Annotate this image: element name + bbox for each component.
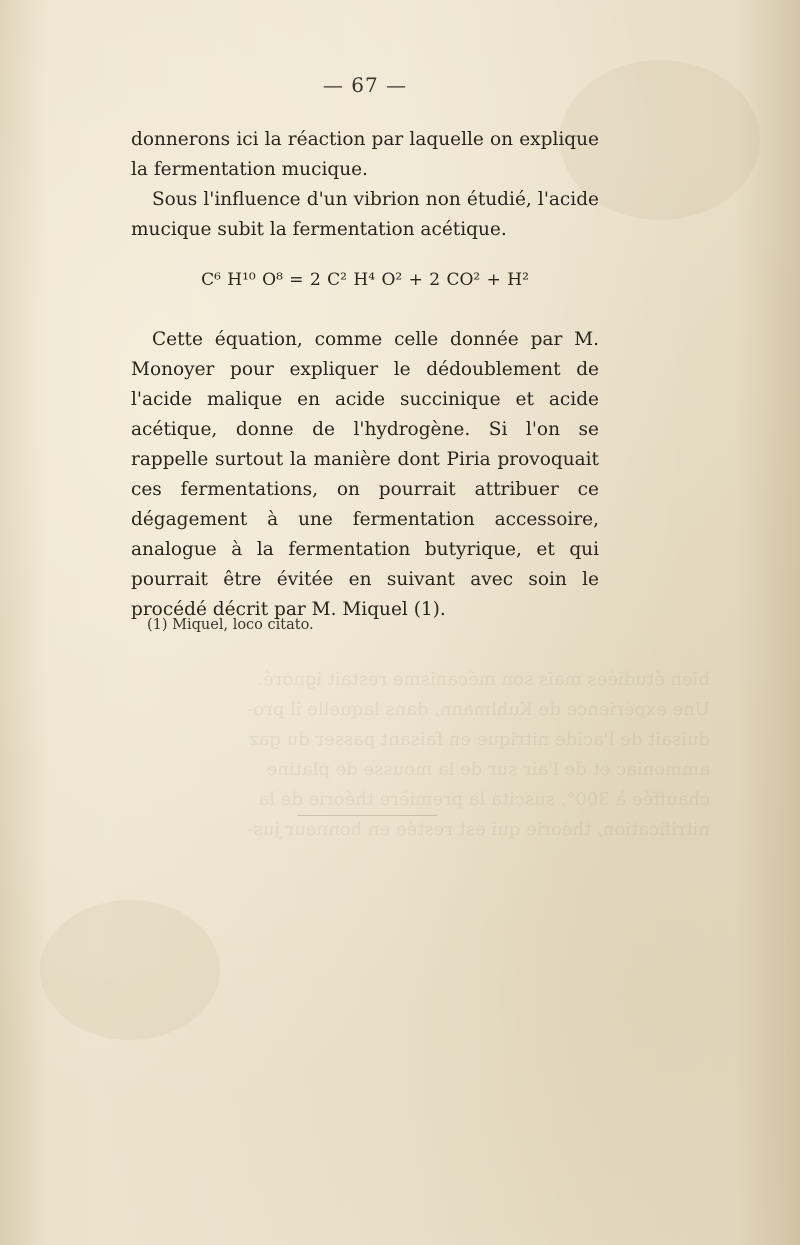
paper-stain xyxy=(40,900,220,1040)
footnote: (1) Miquel, loco citato. xyxy=(147,617,314,633)
paragraph: Sous l'influence d'un vibrion non étudié, l'acide mucique subit la fermentation acétique. xyxy=(131,189,599,240)
text-block-main xyxy=(131,325,599,625)
show-through-text: bien étudiées mais son mécanisme restait ignoré. Une expérience de Kuhlmann, dans laquelle il pro- duisait de l'acide nitrique en faisant passer du gaz ammoniac et de l'air sur de la mousse de platine chauffée à 300°, suscita la première théorie de la nitrification, théorie qui est restée en honneur jus- xyxy=(247,669,710,840)
page-number: — 67 — xyxy=(322,73,408,97)
paragraph: donnerons ici la réaction par laquelle on explique la fermentation mucique. xyxy=(131,129,599,180)
chemical-formula: C⁶ H¹⁰ O⁸ = 2 C² H⁴ O² + 2 CO² + H² xyxy=(201,270,529,290)
paragraph: Cette équation, comme celle donnée par M. Monoyer pour expliquer le dédoublement de l'acide malique en acide succinique et acide acétique, donne de l'hydrogène. Si l'on se rappelle surtout la manière dont Piria provoquait ces fermentations, on pourrait attribuer ce dégagement à une fermentation accessoire, analogue à la fermentation butyrique, et qui pourrait être évitée en suivant avec soin le procédé décrit par M. Miquel (1). xyxy=(131,329,599,620)
show-through-rule xyxy=(297,815,437,816)
text-block-top xyxy=(131,125,599,245)
